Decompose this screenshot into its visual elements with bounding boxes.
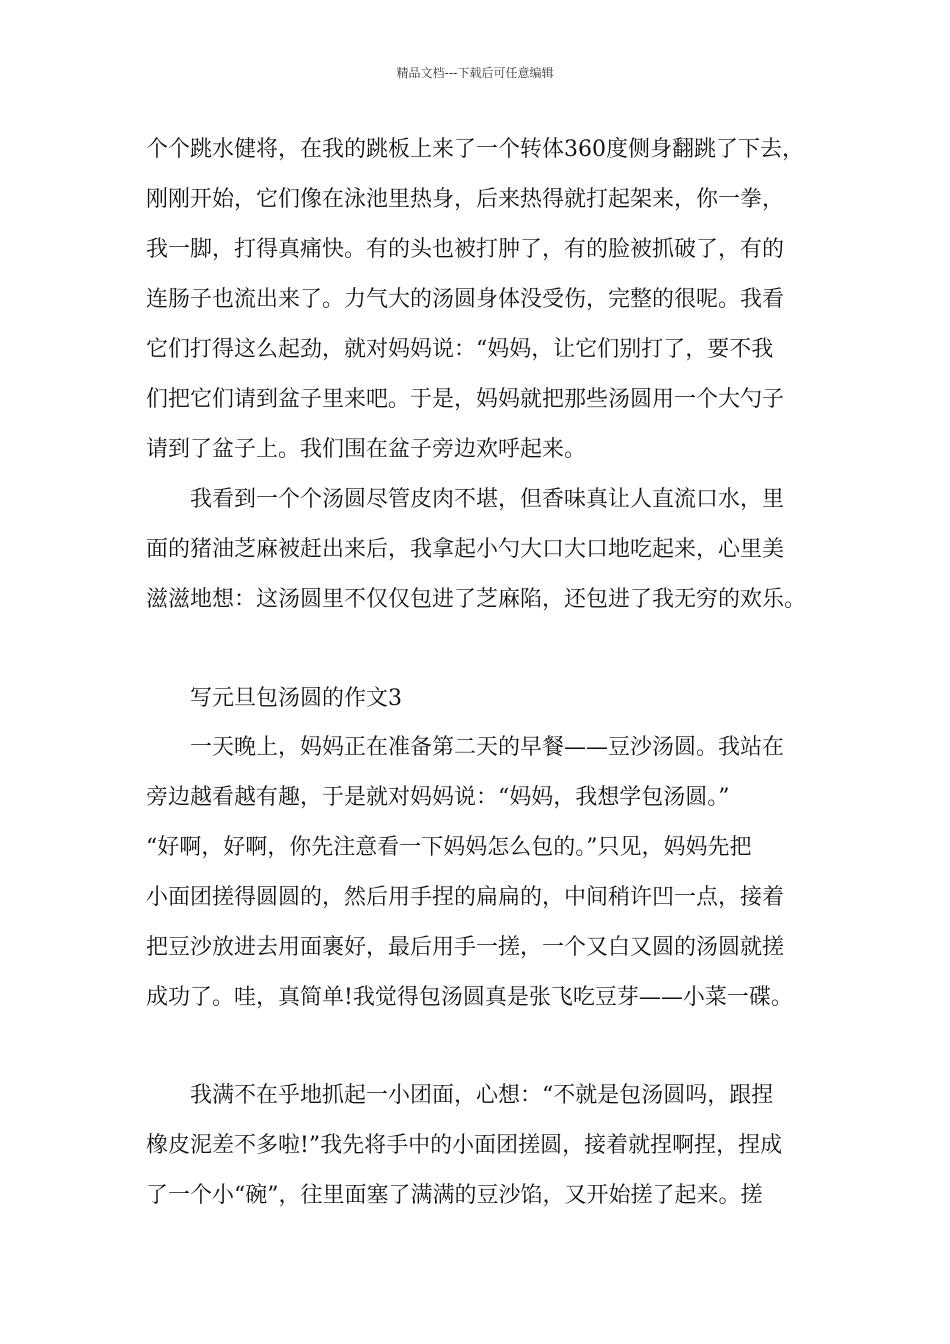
text-line: 成功了。哇，真简单!我觉得包汤圆真是张飞吃豆芽——小菜一碟。 [146,985,793,1010]
text-line: 小面团搓得圆圆的，然后用手捏的扁扁的，中间稍许凹一点，接着 [146,885,785,910]
text-line: 连肠子也流出来了。力气大的汤圆身体没受伤，完整的很呢。我看 [146,287,785,312]
text-line: 把豆沙放进去用面裹好，最后用手一搓，一个又白又圆的汤圆就搓 [146,935,785,960]
text-line: 我满不在乎地抓起一小团面，心想：“不就是包汤圆吗，跟捏 [190,1083,774,1108]
text-line: 个个跳水健将，在我的跳板上来了一个转体360度侧身翻跳了下去， [146,137,804,162]
text-line: 橡皮泥差不多啦!”我先将手中的小面团搓圆，接着就捏啊捏，捏成 [146,1133,783,1158]
text-line: 我一脚，打得真痛快。有的头也被打肿了，有的脸被抓破了，有的 [146,237,785,262]
section-heading: 写元旦包汤圆的作文3 [190,686,402,711]
text-line: 我看到一个个汤圆尽管皮肉不堪，但香味真让人直流口水，里 [190,487,785,512]
text-line: 面的猪油芝麻被赶出来后，我拿起小勺大口大口地吃起来，心里美 [146,537,785,562]
text-line: 了一个小“碗”，往里面塞了满满的豆沙馅，又开始搓了起来。搓 [146,1183,763,1208]
text-line: 它们打得这么起劲，就对妈妈说：“妈妈，让它们别打了，要不我 [146,337,774,362]
text-line: 滋滋地想：这汤圆里不仅仅包进了芝麻陷，还包进了我无穷的欢乐。 [146,587,807,612]
text-line: 刚刚开始，它们像在泳池里热身，后来热得就打起架来，你一拳， [146,187,785,212]
page-header: 精品文档---下载后可任意编辑 [396,66,554,80]
text-line: 旁边越看越有趣，于是就对妈妈说：“妈妈，我想学包汤圆。” [146,785,730,810]
text-line: 们把它们请到盆子里来吧。于是，妈妈就把那些汤圆用一个大勺子 [146,387,785,412]
text-line: 请到了盆子上。我们围在盆子旁边欢呼起来。 [146,437,587,462]
text-line: “好啊，好啊，你先注意看一下妈妈怎么包的。”只见，妈妈先把 [146,835,752,860]
text-line: 一天晚上，妈妈正在准备第二天的早餐——豆沙汤圆。我站在 [190,735,785,760]
